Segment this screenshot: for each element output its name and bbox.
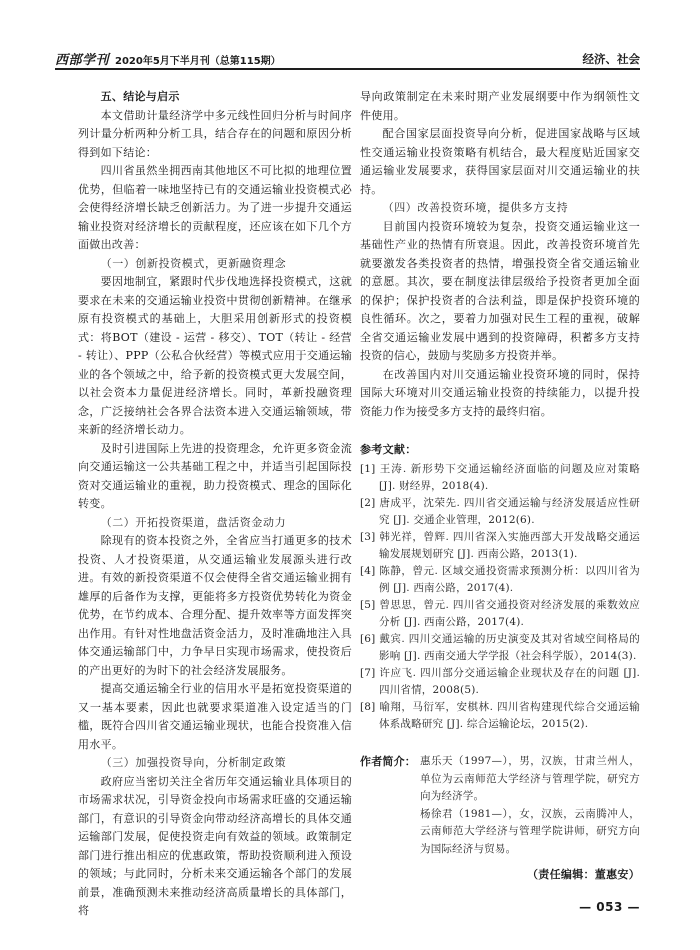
paragraph: 目前国内投资环境较为复杂，投资交通运输业这一基础性产业的热情有所衰退。因此，改善投资环境首先就要激发各类投资者的热情，增强投资全省交通运输业的意愿。其次，要在制度法律层级给予投资者更加全面的保护；保护投资者的合法利益，即是保护投资环境的良性循环。次之，要着力加强对民生工程的重视，破解全省交通运输业发展中遇到的投资障碍，积蓄多方支持投资的信心，鼓励与奖励多方投资并举。 bbox=[360, 219, 640, 362]
reference-number: [4] bbox=[360, 565, 376, 577]
reference-number: [7] bbox=[360, 667, 376, 679]
paragraph: 本文借助计量经济学中多元线性回归分析与时间序列计量分析两种分析工具，结合存在的问题和原因分析得到如下结论： bbox=[78, 108, 352, 159]
responsible-editor: （责任编辑：董惠安） bbox=[527, 868, 640, 881]
references-heading: 参考文献： bbox=[360, 443, 417, 456]
subsection-heading: （一）创新投资模式，更新融资理念 bbox=[100, 256, 287, 270]
paragraph: 提高交通运输全行业的信用水平是拓宽投资渠道的又一基本要素，因此也就要求渠道准入设定适当的门槛，既符合四川省交通运输业现状，也能合投资准入信用水平。 bbox=[78, 682, 352, 751]
page-number: — 053 — bbox=[579, 900, 640, 914]
paragraph: 政府应当密切关注全省历年交通运输业具体项目的市场需求状况，引导资金投向市场需求旺盛的交通运输部门，有意识的引导资金向带动经济高增长的具体交通运输部门发展，促使投资走向有效益的领域。政策制定部门进行推出相应的优惠政策，帮助投资顺利进入预设的领域；与此同时，分析未来交通运输各个部门的发展前景，准确预测未来推动经济高质量增长的具体部门，将 bbox=[78, 774, 352, 917]
issue-info: 2020年5月下半月刊（总第115期） bbox=[115, 56, 281, 67]
references-list bbox=[360, 461, 640, 733]
running-header bbox=[55, 48, 640, 70]
reference-text: 唐成平，沈荣先. 四川省交通运输与经济发展适应性研究 [J]. 交通企业管理，2012(6). bbox=[379, 497, 640, 526]
left-column bbox=[78, 88, 353, 917]
reference-number: [2] bbox=[360, 497, 376, 509]
reference-text: 王涛. 新形势下交通运输经济面临的问题及应对策略 [J]. 财经界，2018(4). bbox=[379, 463, 640, 492]
paragraph: 四川省虽然坐拥西南其他地区不可比拟的地理位置优势，但临着一味地坚持已有的交通运输业投资模式必会使得经济增长缺乏创新活力。为了进一步提升交通运输业投资对经济增长的贡献程度，还应该在如下几个方面做出改善： bbox=[78, 164, 352, 251]
reference-text: 戴宾. 四川交通运输的历史演变及其对省域空间格局的影响 [J]. 西南交通大学学报（社会科学版），2014(3). bbox=[379, 633, 640, 662]
reference-text: 喻翔，马衍军，安棋林. 四川省构建现代综合交通运输体系战略研究 [J]. 综合运输论坛，2015(2). bbox=[379, 701, 640, 730]
author-entry: 惠乐天（1997—），男，汉族，甘肃兰州人，单位为云南师范大学经济与管理学院，研究方向为经济学。 bbox=[420, 755, 640, 802]
reference-item bbox=[360, 699, 640, 733]
reference-text: 许应飞. 四川部分交通运输企业现状及存在的问题 [J]. 四川省情，2008(5). bbox=[379, 667, 640, 696]
reference-number: [3] bbox=[360, 531, 376, 543]
reference-number: [8] bbox=[360, 701, 376, 713]
reference-text: 曾思思，曾元. 四川省交通投资对经济发展的乘数效应分析 [J]. 西南公路，2017(4). bbox=[379, 599, 640, 628]
author-bio bbox=[360, 753, 640, 858]
reference-number: [6] bbox=[360, 633, 376, 645]
reference-item bbox=[360, 665, 640, 699]
reference-text: 韩光祥，曾辉. 四川省深入实施西部大开发战略交通运输发展规划研究 [J]. 西南公路，2013(1). bbox=[379, 531, 640, 560]
reference-item bbox=[360, 461, 640, 495]
author-bio-body bbox=[420, 753, 640, 858]
subsection-heading: （三）加强投资导向，分析制定政策 bbox=[100, 756, 287, 769]
section-heading: 五、结论与启示 bbox=[100, 90, 180, 103]
right-column bbox=[360, 88, 640, 888]
paragraph: 配合国家层面投资导向分析，促进国家战略与区域性交通运输业投资策略有机结合，最大程度贴近国家交通运输业发展要求，获得国家层面对川交通运输业的扶持。 bbox=[360, 127, 640, 196]
paragraph: 要因地制宜，紧跟时代步伐地选择投资模式，这就要求在未来的交通运输业投资中贯彻创新精神。在继承原有投资模式的基础上，大胆采用创新形式的投资模式：将BOT（建设 - 运营 - 移交）、TOT（转让 - 经营 - 转让）、PPP（公私合伙经营）等模式应用于交通运输业的各个领域之中，给予新的投资模式更大发展空间，以社会资本力量促进经济增长。同时，革新投融资理念，广泛接纳社会各界合法资本进入交通运输领域，带来新的经济增长动力。 bbox=[78, 275, 353, 436]
paragraph: 及时引进国际上先进的投资理念，允许更多资金流向交通运输这一公共基础工程之中，并适当引起国际投资对交通运输业的重视，助力投资模式、理念的国际化转变。 bbox=[78, 441, 352, 510]
reference-item bbox=[360, 495, 640, 529]
paragraph: 在改善国内对川交通运输业投资环境的同时，保持国际大环境对川交通运输业投资的持续能力，以提升投资能力作为接受多方支持的最终归宿。 bbox=[360, 367, 640, 418]
reference-number: [5] bbox=[360, 599, 376, 611]
reference-item bbox=[360, 597, 640, 631]
section-name: 经济、社会 bbox=[582, 52, 640, 66]
subsection-heading: （四）改善投资环境，提供多方支持 bbox=[382, 201, 569, 214]
author-bio-label: 作者简介： bbox=[360, 755, 416, 768]
reference-item bbox=[360, 563, 640, 597]
paragraph: 除现有的资本投资之外，全省应当打通更多的技术投资、人才投资渠道，从交通运输业发展源头进行改进。有效的新投资渠道不仅会使得全省交通运输业拥有雄厚的后备作为支撑，更能将多方投资优势转化为资金优势，在节约成本、合理分配、提升效率等方面发挥突出作用。有针对性地盘活资金活力，及时准确地注入具体交通运输部门中，力争早日实现市场需求，使投资后的产出更好的为时下的社会经济发展服务。 bbox=[78, 534, 352, 677]
reference-number: [1] bbox=[360, 463, 376, 475]
reference-item bbox=[360, 631, 640, 665]
reference-item bbox=[360, 529, 640, 563]
subsection-heading: （二）开拓投资渠道，盘活资金动力 bbox=[100, 515, 287, 529]
journal-logo: 西部学刊 bbox=[55, 53, 110, 68]
reference-text: 陈静，曾元. 区域交通投资需求预测分析：以四川省为例 [J]. 西南公路，2017(4). bbox=[379, 565, 640, 594]
author-entry: 杨徐君（1981—），女，汉族，云南腾冲人，云南师范大学经济与管理学院讲师，研究方向为国际经济与贸易。 bbox=[420, 807, 640, 855]
paragraph-continued: 导向政策制定在未来时期产业发展纲要中作为纲领性文件使用。 bbox=[360, 90, 640, 122]
